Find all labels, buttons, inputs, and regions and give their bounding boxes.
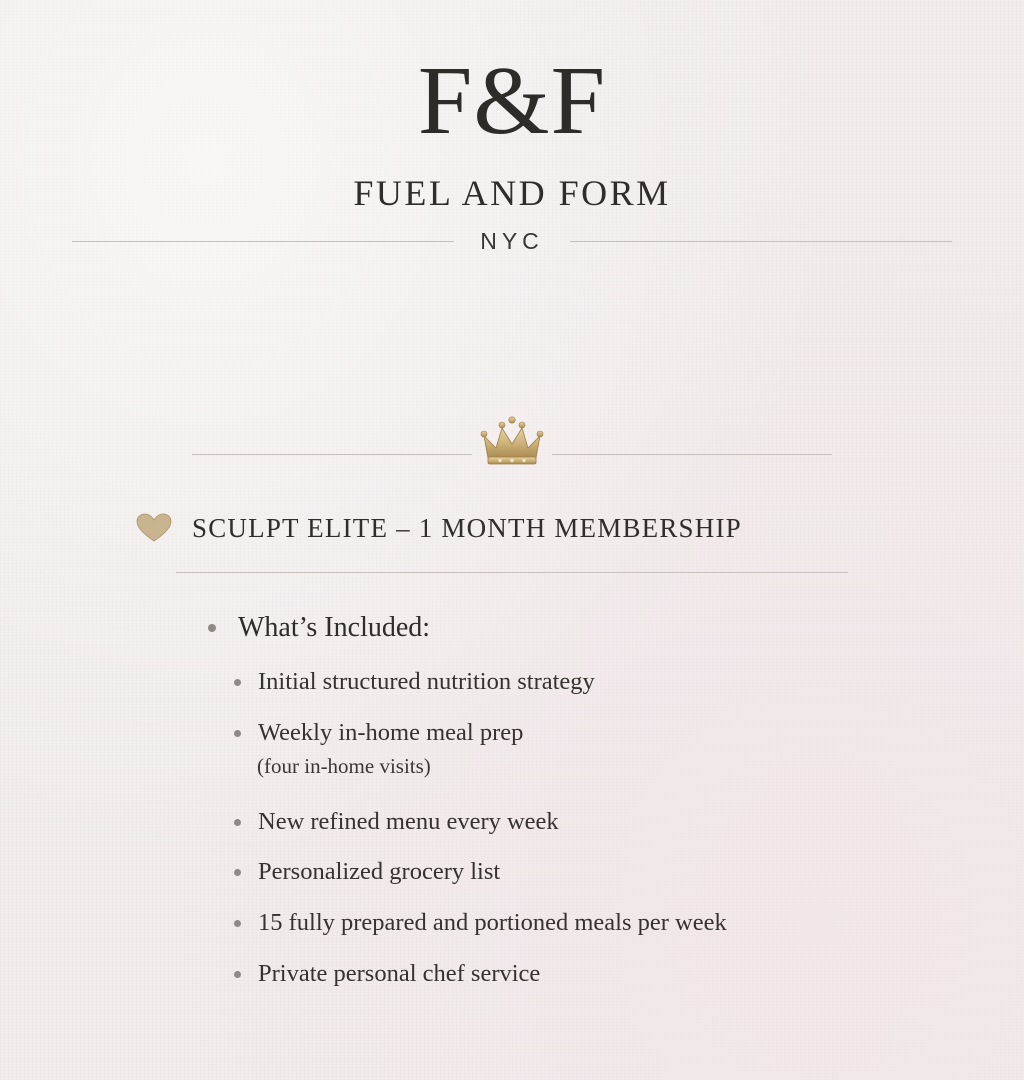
list-item-note: (four in-home visits): [257, 754, 431, 778]
brand-logo: F&F: [417, 47, 607, 155]
bullet: [234, 971, 241, 978]
list-item-label: Weekly in-home meal prep: [258, 719, 524, 746]
list-item: [234, 668, 595, 696]
list-item-label: 15 fully prepared and portioned meals per week: [258, 909, 727, 936]
crown-line-right: [552, 454, 832, 455]
list-item-label: Initial structured nutrition strategy: [258, 668, 595, 695]
brand-name: FUEL AND FORM: [353, 173, 671, 213]
membership-title-row: [136, 508, 742, 548]
list-item: [234, 808, 559, 836]
bullet: [234, 920, 241, 927]
bullet: [234, 679, 241, 686]
crown-icon: [476, 414, 548, 470]
bullet: [234, 869, 241, 876]
bullet: [234, 819, 241, 826]
included-heading: [208, 612, 430, 644]
list-item: [234, 960, 540, 988]
included-label: What’s Included:: [238, 612, 431, 643]
city-divider: [72, 226, 952, 256]
crown-line-left: [192, 454, 472, 455]
membership-title: SCULPT ELITE – 1 MONTH MEMBERSHIP: [192, 512, 742, 543]
crown-divider: [192, 414, 832, 470]
city-label: NYC: [480, 227, 544, 254]
heart-icon: [136, 513, 172, 543]
bullet: [234, 730, 241, 737]
list-item-label: Personalized grocery list: [258, 858, 501, 885]
divider-line-right: [570, 241, 952, 242]
list-item: [234, 909, 727, 937]
title-divider: [176, 572, 848, 573]
bullet: [208, 624, 216, 632]
list-item: [234, 719, 523, 747]
list-item: [234, 858, 500, 886]
divider-line-left: [72, 241, 454, 242]
list-item-label: New refined menu every week: [258, 808, 559, 835]
list-item-label: Private personal chef service: [258, 960, 541, 987]
